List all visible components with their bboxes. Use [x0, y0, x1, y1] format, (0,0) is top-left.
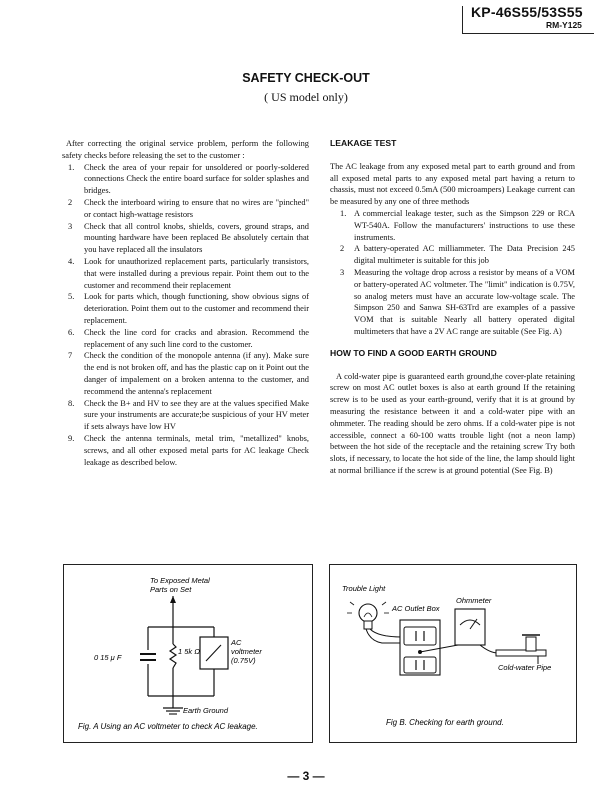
- figa-top-label-2: Parts on Set: [150, 585, 192, 594]
- resistor-icon: [169, 644, 177, 668]
- outlet-box-label: AC Outlet Box: [392, 604, 440, 613]
- list-item: 6. Check the line cord for cracks and abrasion. Recommend the replacement of any such line cord to the customer.: [68, 327, 309, 349]
- figa-top-label-1: To Exposed Metal: [150, 576, 210, 585]
- pipe-label: Cold-water Pipe: [498, 663, 552, 672]
- page-title: SAFETY CHECK-OUT: [242, 71, 370, 85]
- figure-b: [329, 564, 577, 743]
- earth-ground-icon: [163, 696, 183, 714]
- ohmmeter-label: Ohmmeter: [456, 596, 492, 605]
- earth-ground-check-diagram: [330, 565, 576, 742]
- resistor-label: 1 5k Ω: [178, 647, 200, 656]
- water-pipe-icon: [496, 635, 546, 664]
- methods-list: [330, 208, 575, 338]
- ground-label: Earth Ground: [183, 706, 229, 715]
- list-item: 7 Check the condition of the monopole antenna (if any). Make sure the end is not broken off, and has the plastic cap on it Point out the danger of impalement on a broken antenna to the customer, and recommend the antenna's replacement: [68, 351, 309, 396]
- ohmmeter-icon: [455, 609, 485, 645]
- capacitor-icon: [140, 650, 156, 664]
- figure-b-caption: Fig B. Checking for earth ground.: [386, 718, 504, 727]
- list-item: 1. Check the area of your repair for unsoldered or poorly-soldered connections Check the entire board surface for solder splashes and bridges.: [68, 162, 309, 196]
- list-item: 5. Look for parts which, though functioning, show obvious signs of deterioration. Point them out to the customer and recommend their replacement.: [68, 292, 309, 325]
- voltmeter-icon: [200, 637, 228, 669]
- header-divider-vertical: [462, 6, 463, 34]
- light-bulb-icon: [347, 602, 389, 629]
- list-item: 4. Look for unauthorized replacement parts, particularly transistors, that were installed during a previous repair. Point them out to the customer and recommend their replacement: [68, 256, 309, 290]
- list-item: 3 Check that all control knobs, shields, covers, ground straps, and mounting hardware have been replaced Be absolutely certain that you have replaced all the insulators: [68, 221, 309, 255]
- figure-a: [63, 564, 313, 743]
- meter-label-3: (0.75V): [231, 656, 256, 665]
- list-item: 9. Check the antenna terminals, metal trim, "metallized" knobs, screws, and all other exposed metal parts for AC leakage Check leakage as described below.: [68, 433, 309, 467]
- intro-paragraph: After correcting the original service problem, perform the following safety checks before releasing the set to the customer :: [62, 139, 309, 160]
- leakage-heading: LEAKAGE TEST: [330, 138, 397, 148]
- leakage-paragraph: The AC leakage from any exposed metal part to earth ground and from all exposed metal parts to any exposed metal part having a return to chassis, must not exceed 0.5mA (500 microampers) Leakage current can be measured by any one of three methods: [330, 161, 575, 207]
- leakage-column: [330, 138, 575, 477]
- voltmeter-circuit-diagram: [64, 565, 312, 742]
- header-divider-horizontal: [462, 33, 594, 34]
- list-item: 8. Check the B+ and HV to see they are at the values specified Make sure your instruments are accurate;be suspicious of your HV meter if sets always have low HV: [68, 398, 309, 432]
- outlet-box-icon: [400, 620, 440, 675]
- model-number: KP-46S55/53S55: [471, 4, 583, 20]
- list-item: 1. A commercial leakage tester, such as the Simpson 229 or RCA WT-540A. Follow the manufacturers' instructions to use these instruments.: [340, 208, 575, 242]
- remote-model: RM-Y125: [546, 20, 582, 30]
- capacitor-label: 0 15 μ F: [94, 653, 122, 662]
- checks-list: [62, 162, 309, 469]
- ground-heading: HOW TO FIND A GOOD EARTH GROUND: [330, 347, 497, 358]
- page-number: — 3 —: [287, 769, 325, 783]
- ground-paragraph: A cold-water pipe is guaranteed earth ground,the cover-plate retaining screw on most AC outlet boxes is also at earth ground If the retaining screw is to be used as your earth-ground, verify that it is at ground by measuring the resistance between it and a cold-water pipe with an ohmmeter. The reading should be zero ohms. If a cold-water pipe is not accessible, connect a 60-100 watts trouble light (not a neon lamp) between the hot side of the receptacle and the retaining screw Try both slots, if necessary, to locate the hot side of the line, the lamp should light at normal brilliance if the screw is at ground potential (See Fig. B): [330, 371, 575, 475]
- safety-checks-column: [62, 138, 309, 468]
- figure-a-caption: Fig. A Using an AC voltmeter to check AC leakage.: [78, 722, 258, 731]
- list-item: 2 Check the interboard wiring to ensure that no wires are "pinched" or contact high-wattage resistors: [68, 197, 309, 219]
- page-subtitle: ( US model only): [264, 90, 348, 104]
- meter-label-2: voltmeter: [231, 647, 262, 656]
- trouble-light-label: Trouble Light: [342, 584, 386, 593]
- meter-label-1: AC: [231, 638, 242, 647]
- list-item: 2 A battery-operated AC milliammeter. The Data Precision 245 digital multimeter is suitable for this job: [340, 244, 575, 266]
- list-item: 3 Measuring the voltage drop across a resistor by means of a VOM or battery-operated AC voltmeter. The "limit" indication is 0.75V, so analog meters must have an accurate low-voltage scale. The Simpson 250 and Sanwa SH-63Trd are examples of a passive VOM that is suitable Nearly all battery operated digital multimeters that have a 2V AC range are suitable (See Fig. A): [340, 267, 575, 336]
